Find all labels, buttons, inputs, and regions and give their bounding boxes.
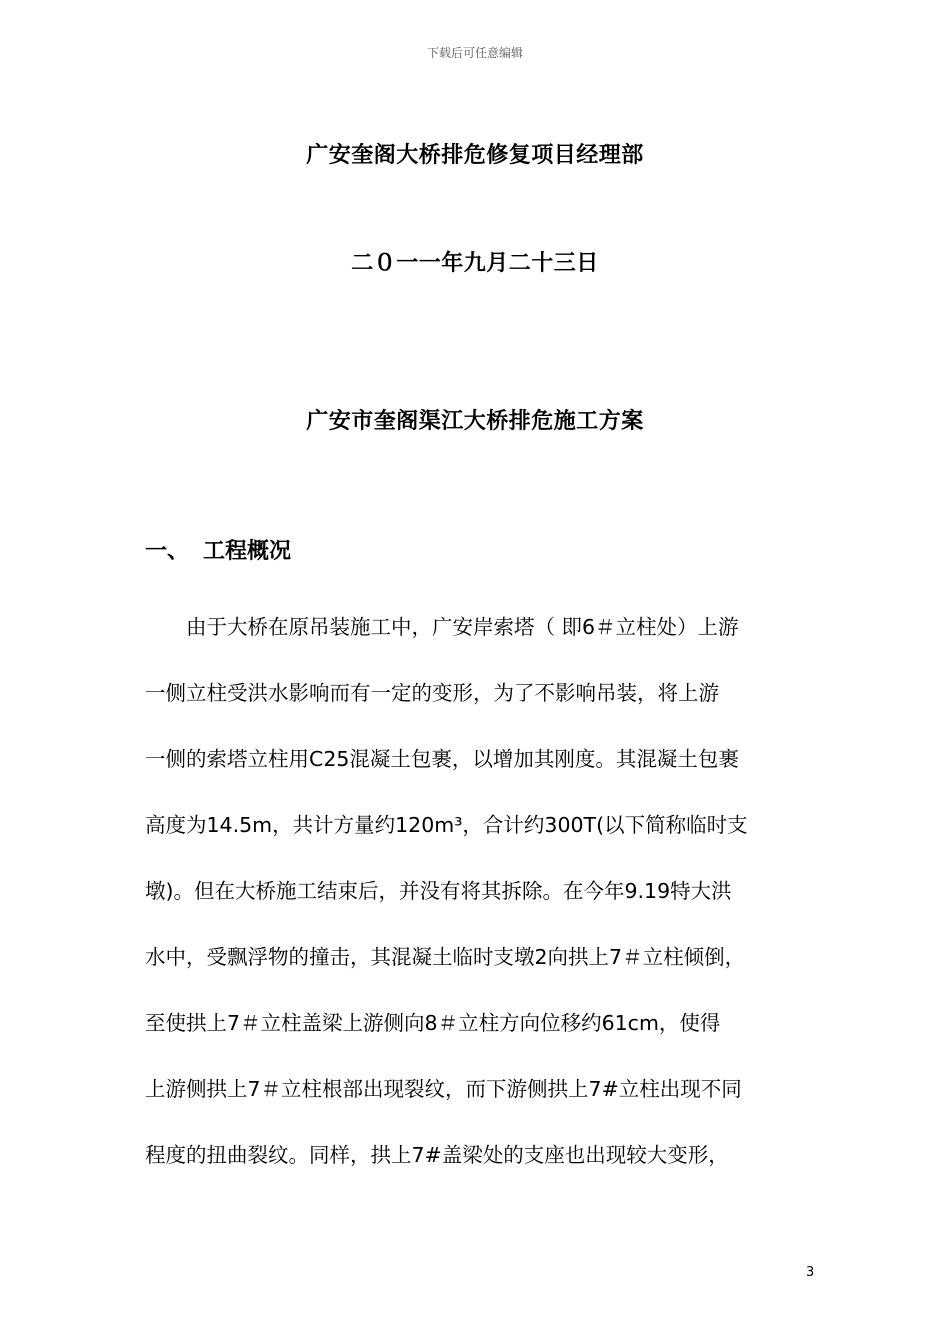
body-line: 上游侧拱上7＃立柱根部出现裂纹，而下游侧拱上7#立柱出现不同 — [145, 1077, 742, 1101]
body-line: 一侧的索塔立柱用C25混凝土包裹，以增加其刚度。其混凝土包裹 — [145, 747, 739, 771]
body-line: 由于大桥在原吊装施工中，广安岸索塔（ 即6＃立柱处）上游 — [145, 615, 739, 639]
body-line: 程度的扭曲裂纹。同样，拱上7#盖梁处的支座也出现较大变形， — [145, 1143, 729, 1167]
date-line: 二０一一年九月二十三日 — [351, 251, 599, 276]
body-line: 墩)。但在大桥施工结束后，并没有将其拆除。在今年9.19特大洪 — [145, 879, 732, 903]
body-line: 至使拱上7＃立柱盖梁上游侧向8＃立柱方向位移约61cm，使得 — [145, 1011, 721, 1035]
section-title: 工程概况 — [203, 539, 292, 564]
section-heading — [145, 534, 291, 565]
document-title: 广安市奎阁渠江大桥排危施工方案 — [306, 409, 644, 434]
body-line: 高度为14.5m，共计方量约120m³，合计约300T(以下简称临时支 — [145, 813, 748, 837]
header-note: 下载后可任意编辑 — [426, 46, 523, 60]
page-number: 3 — [806, 1265, 815, 1280]
org-title: 广安奎阁大桥排危修复项目经理部 — [306, 143, 644, 168]
body-line: 水中，受飘浮物的撞击，其混凝土临时支墩2向拱上7＃立柱倾倒， — [145, 945, 746, 969]
section-number: 一、 — [145, 539, 190, 564]
body-line: 一侧立柱受洪水影响而有一定的变形，为了不影响吊装，将上游 — [145, 681, 719, 705]
